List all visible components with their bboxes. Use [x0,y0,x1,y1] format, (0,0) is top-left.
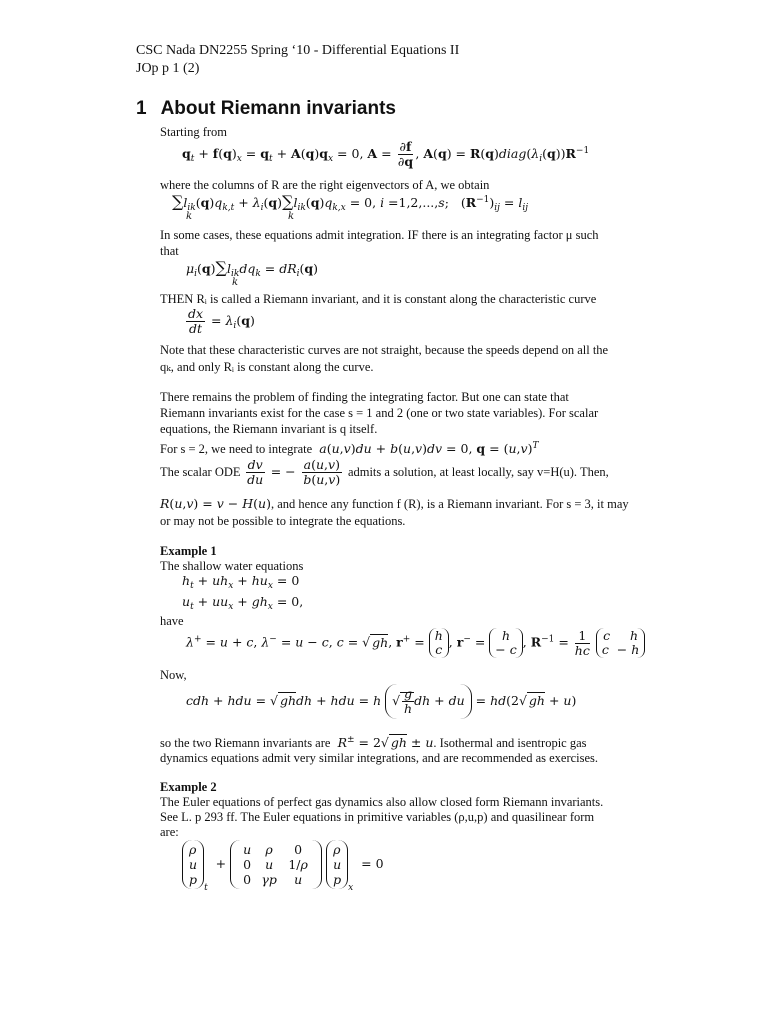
header-page-line: JOp p 1 (2) [136,61,200,76]
example-1-invariants: so the two Riemann invariants are R± = 2√ gh ± u. Isothermal and isentropic gas [160,735,587,750]
paragraph-scalar: equations, the Riemann invariant is q itself. [160,422,378,436]
paragraph-eigenvectors: where the columns of R are the right eigenvectors of A, we obtain [160,178,490,192]
example-2-intro: The Euler equations of perfect gas dynamics also allow closed form Riemann invariants. [160,795,604,809]
equation-shallow-water-2: $u_t + uu_x + gh_x = 0$, [182,594,304,612]
example-1-intro: The shallow water equations [160,559,304,573]
example-1-have: have [160,614,184,628]
equation-conservation-law: $q_t + f(q)_x = q_t + A(q)q_x = 0$, A = $\frac{\partial f}{\partial q}$ , $A(q) = R(q)diag(\lambda_i(q))R^{-1}$ [182,139,590,169]
equation-eigenstructure: λ+ = u + c, λ− = u − c, c = √ gh, r+ = h c , r− = h − c , $R^{-1}$ = $\frac{1}{hc}$ c h c − h [186,628,645,658]
example-2-are: are: [160,825,179,839]
example-2-heading: Example 2 [160,780,217,794]
paragraph-integration: In some cases, these equations admit integration. IF there is an integrating factor μ such [160,228,599,242]
paragraph-exist: Riemann invariants exist for the case s = 1 and 2 (one or two state variables). For scalar [160,406,599,420]
example-1-now: Now, [160,668,187,682]
paragraph-qk: qₖ, and only Rᵢ is constant along the curve. [160,360,374,374]
section-heading [136,98,396,120]
section-number: 1 [136,98,147,119]
equation-euler-quasilinear: ρ u p $_t$ + u ρ 0 0 u 1/ρ 0 γp u ρ u p $_x$ = 0 [182,840,384,893]
paragraph-riemann-function: R(u,v) = v − H(u), and hence any function f (R), is a Riemann invariant. For s = 3, it may [160,496,629,511]
example-2-reference: See L. p 293 ff. The Euler equations in primitive variables (ρ,u,p) and quasilinear form [160,810,595,824]
paragraph-for-s2: For s = 2, we need to integrate a(u,v)du + b(u,v)dv = 0, $q = (u,v)^T$ [160,441,539,456]
paragraph-then: THEN Rᵢ is called a Riemann invariant, and it is constant along the characteristic curve [160,292,597,306]
equation-differential-identity: cdh + hdu = √ ghdh + hdu = h √ $\frac{g}{h}$ dh + du = hd(2√ gh + u) [186,684,576,719]
example-1-heading: Example 1 [160,544,217,558]
paragraph-remains: There remains the problem of finding the integrating factor. But one can state that [160,390,569,404]
section-title: About Riemann invariants [160,98,396,119]
equation-integrating-factor: $\mu_i(q)\sum l_{ik}dq_k = dR_i(q)$ [186,258,319,279]
header-course-line: CSC Nada DN2255 Spring ‘10 - Differential Equations II [136,43,460,58]
paragraph-curves: Note that these characteristic curves are not straight, because the speeds depend on all the [160,343,609,357]
paragraph-scalar-ode: The scalar ODE $\frac{dv}{du}$ = − $\frac{a(u,v)}{b(u,v)}$ admits a solution, at least locally, say v=H(u). Then, [160,457,609,487]
paragraph-starting: Starting from [160,125,228,139]
paragraph-that: that [160,244,179,258]
document-page: CSC Nada DN2255 Spring ‘10 - Differential Equations II JOp p 1 (2) 1 About Riemann invariants Starting from $q_t + f(q)_x = q_t + A(q)q_x = 0$, A = $\frac{\partial f}{\partial q}$ , $A(q) = R(q)diag(\lambda_i(q))R^{-1}$ where the columns of R are the right eigenvectors of A, we obtain $\sum l_{ik}(q)q_{k,t} + \lambda_i(q)\sum l_{ik}(q)q_{k,x} = 0$, i =1,2,...,s; $(R^{-1})_{ij} = l_{ij}$ k k In some cases, these equations admit integration. IF there is an integrating factor μ such that $\mu_i(q)\sum l_{ik}dq_k = dR_i(q)$ k THEN Rᵢ is called a Riemann invariant, and it is constant along the characteristic curve $\frac{dx}{dt}$ = $\lambda_i(q)$ Note that these characteristic curves are not straight, because the speeds depend on all the qₖ, and only Rᵢ is constant along the curve. There remains the problem of finding the integrating factor. But one can state that Riemann invariants exist for the case s = 1 and 2 (one or two state variables). For scalar equations, the Riemann invariant is q itself. For s = 2, we need to integrate a(u,v)du + b(u,v)dv = 0, $q = (u,v)^T$ The scalar ODE $\frac{dv}{du}$ = − $\frac{a(u,v)}{b(u,v)}$ admits a solution, at least locally, say v=H(u). Then, R(u,v) = v − H(u), and hence any function f (R), is a Riemann invariant. For s = 3, it may or may not be possible to integrate the equations. Example 1 The shallow water equations $h_t + uh_x + hu_x = 0$ $u_t + uu_x + gh_x = 0$, have λ+ = u + c, λ− = u − c, c = √ gh, r+ = h c , r− = h − c , $R^{-1}$ = $\frac{1}{hc}$ c h c − h Now, cdh + hdu = √ ghdh + hdu = h √ $\frac{g}{h}$ dh + du = hd(2√ gh + u) so the two Riemann invariants are R± = 2√ gh ± u. Isothermal and isentropic gas dynamics equations admit very similar integrations, and are recommended as exercises. Example 2 The Euler equations of perfect gas dynamics also allow closed form Riemann invariants. See L. p 293 ff. The Euler equations in primitive variables (ρ,u,p) and quasilinear form are: ρ u p $_t$ + u ρ 0 0 u 1/ρ 0 γp u ρ u p $_x$ = 0 [0,0,768,1024]
equation-r-uv: R(u,v) = v − H(u) [160,496,271,511]
equation-riemann-invariants: R± = 2√ gh ± u [337,735,434,750]
example-1-exercises: dynamics equations admit very similar integrations, and are recommended as exercises. [160,751,599,765]
paragraph-may-not: or may not be possible to integrate the equations. [160,514,406,528]
equation-ode: $\frac{dv}{du}$ = − $\frac{a(u,v)}{b(u,v)}$ [247,457,341,487]
equation-characteristic-form: $\sum l_{ik}(q)q_{k,t} + \lambda_i(q)\sum l_{ik}(q)q_{k,x} = 0$, i =1,2,...,s; $(R^{-1})_{ij} = l_{ij}$ [172,192,529,213]
equation-pfaffian: a(u,v)du + b(u,v)dv = 0, $q = (u,v)^T$ [319,441,539,456]
equation-characteristic-curve: $\frac{dx}{dt}$ = $\lambda_i(q)$ [188,306,255,336]
equation-shallow-water-1: $h_t + uh_x + hu_x = 0$ [182,573,300,591]
